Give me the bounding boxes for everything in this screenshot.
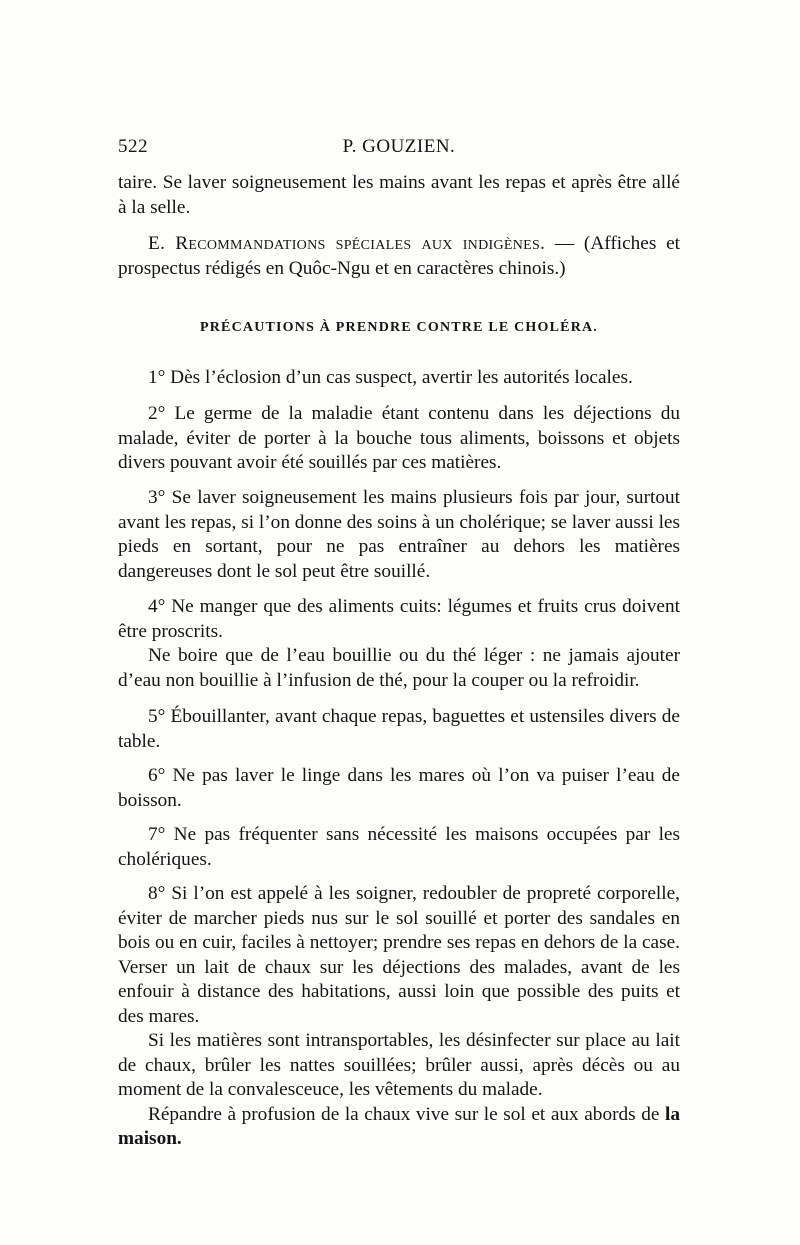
item-6: 6° Ne pas laver le linge dans les mares où l’on va puiser l’eau de boisson. [118, 765, 680, 811]
item-4-block [118, 595, 680, 693]
item-7: 7° Ne pas fréquenter sans nécessité les maisons occupées par les cholériques. [118, 824, 680, 870]
item-3-block [118, 486, 680, 584]
item-8: 8° Si l’on est appelé à les soigner, redoubler de propreté corporelle, éviter de marcher pieds nus sur le sol souillé et porter des sandales en bois ou en cuir, faciles à nettoyer; prendre ses repas en dehors de la case. Verser un lait de chaux sur les déjections des malades, avant de les enfouir à distance des habitations, aussi loin que possible des puits et des mares. [118, 883, 680, 1027]
section-e-text: — (Affiches et prospectus rédigés en Quôc-Ngu et en caractères chinois.) [118, 233, 680, 279]
item-4-continuation: Ne boire que de l’eau bouillie ou du thé léger : ne jamais ajouter d’eau non bouillie à l’infusion de thé, pour la couper ou la refroidir. [118, 645, 680, 691]
item-1-block [118, 366, 680, 391]
item-5-block [118, 705, 680, 754]
item-5: 5° Ébouillanter, avant chaque repas, baguettes et ustensiles divers de table. [118, 706, 680, 752]
item-3: 3° Se laver soigneusement les mains plusieurs fois par jour, surtout avant les repas, si l’on donne des soins à un cholérique; se laver aussi les pieds en sortant, pour ne pas entraîner au dehors les matières dangereuses dont le sol peut être souillé. [118, 487, 680, 582]
item-2: 2° Le germe de la maladie étant contenu dans les déjections du malade, éviter de porter à la bouche tous aliments, boissons et objets divers pouvant avoir été souillés par ces matières. [118, 403, 680, 473]
final-paragraph [118, 1103, 680, 1152]
top-paragraph: taire. Se laver soigneusement les mains avant les repas et après être allé à la selle. [118, 172, 680, 218]
final-paragraph-text: Répandre à profusion de la chaux vive sur le sol et aux abords de [148, 1103, 665, 1125]
item-7-block [118, 823, 680, 872]
item-6-block [118, 764, 680, 813]
item-8-continuation: Si les matières sont intransportables, les désinfecter sur place au lait de chaux, brûler les nattes souillées; brûler aussi, après décès ou au moment de la convalesceuce, les vêtements du malade. [118, 1030, 680, 1100]
page-number: 522 [118, 136, 148, 157]
item-1: 1° Dès l’éclosion d’un cas suspect, avertir les autorités locales. [148, 367, 633, 388]
page-header [118, 136, 680, 162]
section-title: PRÉCAUTIONS À PRENDRE CONTRE LE CHOLÉRA. [199, 320, 599, 335]
section-e-paragraph [118, 232, 680, 281]
item-2-block [118, 402, 680, 476]
item-4: 4° Ne manger que des aliments cuits: légumes et fruits crus doivent être proscrits. [118, 596, 680, 642]
section-e-label: E. Recommandations spéciales aux indigènes. [148, 233, 546, 254]
section-e-block [118, 232, 680, 281]
running-head: P. GOUZIEN. [342, 136, 456, 157]
top-paragraph-block [118, 171, 680, 220]
final-paragraph-emphasis: la maison. [118, 1103, 680, 1149]
item-8-block [118, 882, 680, 1152]
